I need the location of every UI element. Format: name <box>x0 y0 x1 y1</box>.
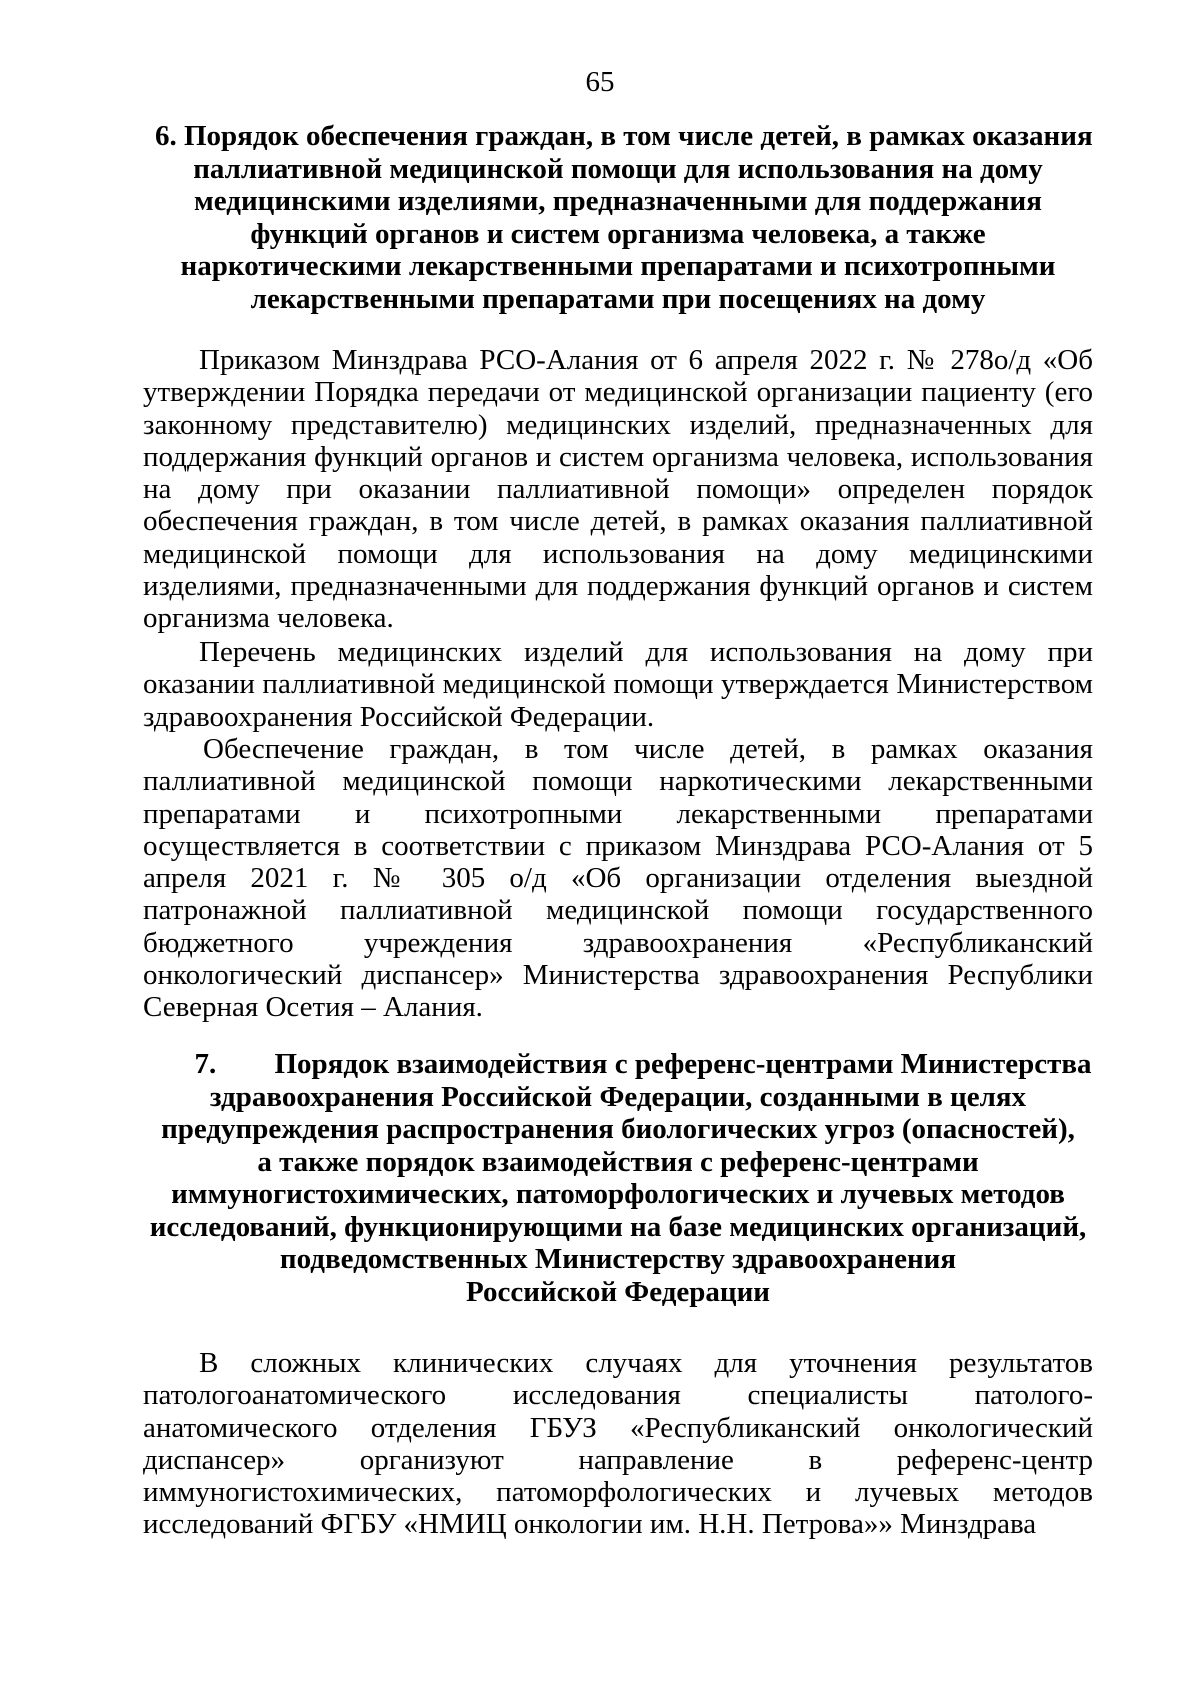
section-7 <box>143 1048 1093 1308</box>
section-6-paragraph-1: Приказом Минздрава РСО-Алания от 6 апреля 2022 г. № 278о/д «Об утверждении Порядка передачи от медицинской организации пациенту (его законному представителю) медицинских изделий, предназначенных для поддержания функций органов и систем организма человека, использования на дому при оказании паллиативной помощи» определен порядок обеспечения граждан, в том числе детей, в рамках оказания паллиативной медицинской помощи для использования на дому медицинскими изделиями, предназначенными для поддержания функций органов и систем организма человека. <box>143 344 1093 635</box>
heading-line: 6. Порядок обеспечения граждан, в том числе детей, в рамках оказания <box>155 120 1093 152</box>
heading-line: иммуногистохимических, патоморфологических и лучевых методов <box>171 1178 1065 1210</box>
heading-line: функций органов и систем организма человека, а также <box>250 217 986 250</box>
heading-line <box>143 1048 1093 1081</box>
heading-line: здравоохранения Российской Федерации, созданными в целях <box>209 1080 1027 1113</box>
heading-line: медицинскими изделиями, предназначенными для поддержания <box>194 185 1042 217</box>
heading-first-line: Порядок взаимодействия с референс-центрами Министерства <box>274 1048 1092 1080</box>
heading-line: исследований, функционирующими на базе медицинских организаций, <box>149 1210 1087 1243</box>
section-6-paragraph-2: Перечень медицинских изделий для использования на дому при оказании паллиативной медицинской помощи утверждается Министерством здравоохранения Российской Федерации. <box>143 636 1093 733</box>
heading-line: предупреждения распространения биологических угроз (опасностей), <box>161 1113 1075 1145</box>
section-7-paragraph-1: В сложных клинических случаях для уточнения результатов патологоанатомического исследования специалисты патолого-анатомического отделения ГБУЗ «Республиканский онкологический диспансер» организуют направление в референс-центр иммуногистохимических, патоморфологических и лучевых методов исследований ФГБУ «НМИЦ онкологии им. Н.Н. Петрова»» Минздрава <box>143 1347 1093 1541</box>
heading-line: лекарственными препаратами при посещениях на дому <box>250 282 986 315</box>
page-number: 65 <box>585 66 615 98</box>
section-6 <box>143 120 1093 315</box>
heading-line: паллиативной медицинской помощи для использования на дому <box>193 152 1043 185</box>
heading-line: наркотическими лекарственными препаратами и психотропными <box>180 250 1056 282</box>
heading-line: Российской Федерации <box>465 1275 770 1308</box>
heading-line: а также порядок взаимодействия с референс-центрами <box>257 1145 979 1178</box>
section-number: 7. <box>194 1048 217 1080</box>
section-6-paragraph-3: Обеспечение граждан, в том числе детей, в рамках оказания паллиативной медицинской помощи наркотическими лекарственными препаратами и психотропными лекарственными препаратами осуществляется в соответствии с приказом Минздрава РСО-Алания от 5 апреля 2021 г. № 305 о/д «Об организации отделения выездной патронажной паллиативной медицинской помощи государственного бюджетного учреждения здравоохранения «Республиканский онкологический диспансер» Министерства здравоохранения Республики Северная Осетия – Алания. <box>143 733 1093 1024</box>
heading-line: подведомственных Министерству здравоохранения <box>279 1243 957 1275</box>
section-7-heading <box>143 1048 1093 1308</box>
section-6-heading <box>143 120 1093 315</box>
